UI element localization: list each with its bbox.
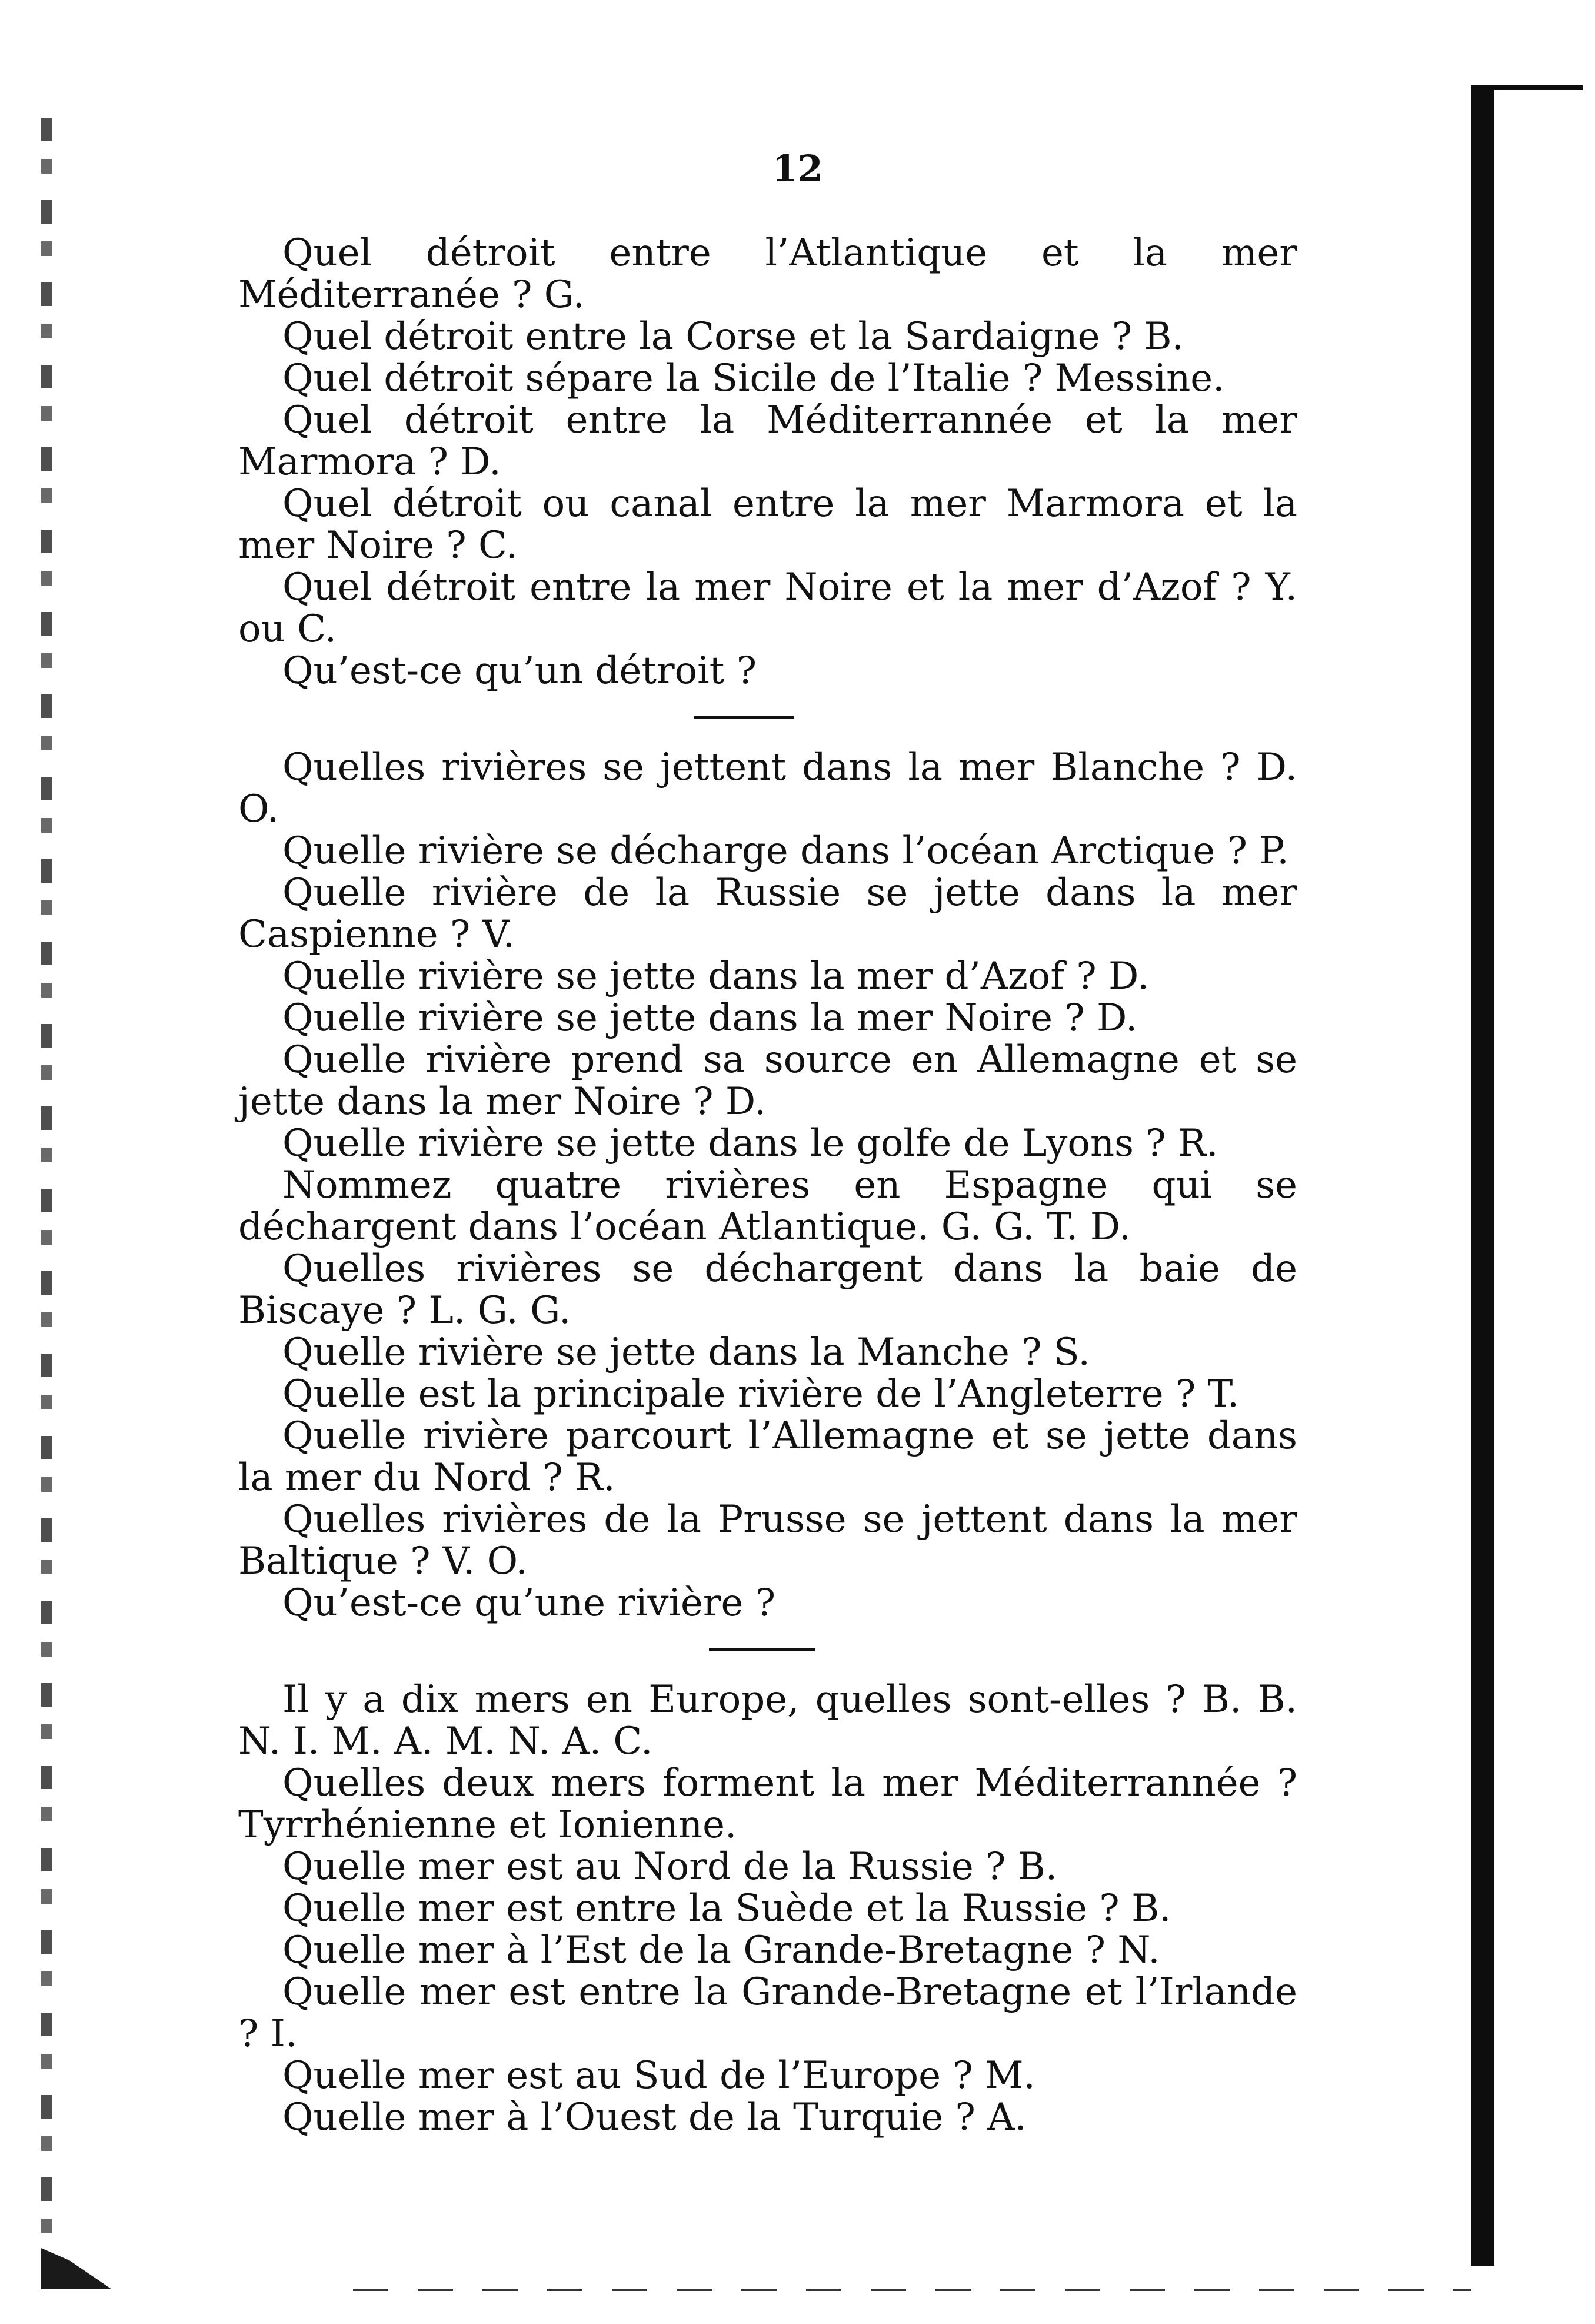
question-line: Quelle rivière se jette dans la mer Noire ? D. [282, 996, 1138, 1040]
scan-right-margin-bar [1471, 88, 1494, 2266]
question-line: Quel détroit entre l’Atlantique et la mer Méditerranée ? G. [238, 231, 1297, 317]
question-line: Quelles deux mers forment la mer Méditerrannée ? Tyrrhénienne et Ionienne. [238, 1761, 1297, 1847]
scan-corner-shadow [41, 2248, 112, 2289]
section-straits [238, 232, 1297, 692]
question-line: Quelle rivière se jette dans la Manche ? S. [282, 1331, 1090, 1374]
question-line: Quel détroit sépare la Sicile de l’Italie ? Messine. [282, 357, 1225, 400]
question-line: Quelle mer est entre la Grande-Bretagne et l’Irlande ? I. [238, 1970, 1297, 2056]
question-line: Quelle mer à l’Ouest de la Turquie ? A. [282, 2096, 1027, 2139]
question-line: Qu’est-ce qu’une rivière ? [282, 1581, 776, 1625]
question-line: Quelle mer à l’Est de la Grande-Bretagne ? N. [282, 1929, 1160, 1972]
question-line: Qu’est-ce qu’un détroit ? [282, 649, 757, 693]
scan-bottom-edge [353, 2289, 1471, 2291]
question-line: Quel détroit entre la Méditerrannée et la mer Marmora ? D. [238, 398, 1297, 484]
section-divider [694, 716, 794, 719]
page-text [238, 232, 1297, 2139]
question-line: Quelle rivière de la Russie se jette dans la mer Caspienne ? V. [238, 871, 1297, 956]
question-line: Quel détroit entre la Corse et la Sardaigne ? B. [282, 315, 1184, 358]
question-line: Quel détroit entre la mer Noire et la mer d’Azof ? Y. ou C. [238, 566, 1297, 651]
question-line: Quelles rivières se déchargent dans la baie de Biscaye ? L. G. G. [238, 1247, 1297, 1332]
question-line: Quel détroit ou canal entre la mer Marmora et la mer Noire ? C. [238, 482, 1297, 567]
question-line: Quelle rivière prend sa source en Allemagne et se jette dans la mer Noire ? D. [238, 1038, 1297, 1123]
question-line: Quelles rivières de la Prusse se jettent dans la mer Baltique ? V. O. [238, 1498, 1297, 1583]
section-rivers [238, 747, 1297, 1624]
question-line: Quelle mer est au Sud de l’Europe ? M. [282, 2054, 1035, 2097]
question-line: Quelle rivière se décharge dans l’océan Arctique ? P. [282, 829, 1289, 873]
question-line: Quelle rivière se jette dans la mer d’Azof ? D. [282, 955, 1150, 998]
question-line: Quelle mer est au Nord de la Russie ? B. [282, 1845, 1058, 1889]
question-line: Quelles rivières se jettent dans la mer Blanche ? D. O. [238, 746, 1297, 831]
question-line: Nommez quatre rivières en Espagne qui se déchargent dans l’océan Atlantique. G. G. T. D. [238, 1163, 1297, 1249]
scan-binding-edge [41, 118, 52, 2295]
question-line: Quelle rivière parcourt l’Allemagne et se jette dans la mer du Nord ? R. [238, 1414, 1297, 1500]
page-number: 12 [772, 147, 823, 190]
section-seas [238, 1679, 1297, 2139]
question-line: Quelle mer est entre la Suède et la Russie ? B. [282, 1887, 1171, 1930]
question-line: Il y a dix mers en Europe, quelles sont-elles ? B. B. N. I. M. A. M. N. A. C. [238, 1678, 1297, 1763]
question-line: Quelle est la principale rivière de l’Angleterre ? T. [282, 1372, 1240, 1416]
question-line: Quelle rivière se jette dans le golfe de Lyons ? R. [282, 1122, 1218, 1165]
section-divider [709, 1648, 815, 1651]
